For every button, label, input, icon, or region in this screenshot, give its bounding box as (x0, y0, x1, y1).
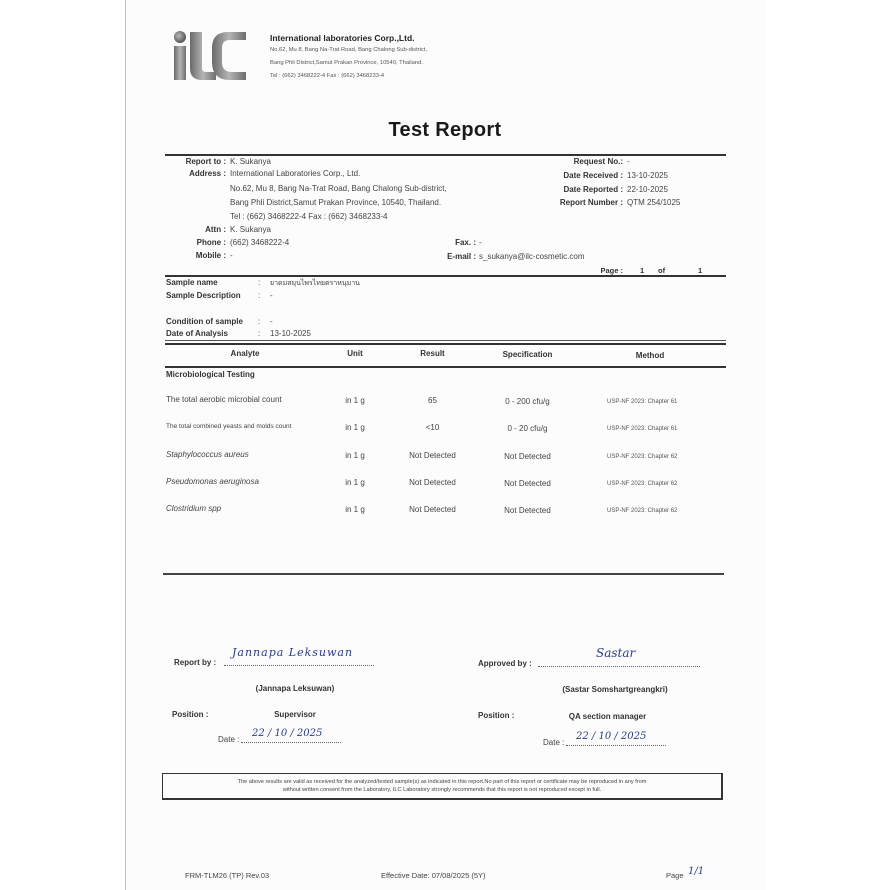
attn-label: Attn : (205, 225, 226, 234)
analyte-cell: The total aerobic microbial count (166, 395, 282, 404)
report-by-position-label: Position : (172, 710, 209, 719)
condition-value: - (270, 317, 273, 326)
sample-description-value: - (270, 291, 273, 300)
unit-cell: in 1 g (345, 423, 365, 432)
page-title: Test Report (388, 119, 502, 141)
approved-by-date-label: Date : (543, 738, 565, 747)
specification-cell: 0 - 20 cfu/g (507, 424, 548, 433)
disclaimer-box (162, 773, 723, 800)
date-reported-label: Date Reported : (563, 185, 623, 194)
method-cell: USP-NF 2023: Chapter 62 (607, 481, 678, 487)
analyte-cell: Staphylococcus aureus (166, 450, 249, 459)
company-address-line: No.62, Mu 8, Bang Na-Trat Road, Bang Chalong Sub-district, (270, 47, 428, 53)
phone-label: Phone : (196, 238, 226, 247)
address-line: International Laboratories Corp., Ltd. (230, 169, 361, 178)
disclaimer-line: without written consent from the Laboratory, ILC Laboratory strongly recommends that this report is not reproduced except in full. (282, 787, 602, 793)
sample-description-label: Sample Description (166, 291, 241, 300)
analyte-cell: Clostridium spp (166, 504, 222, 513)
report-by-name: (Jannapa Leksuwan) (255, 684, 335, 693)
company-name: International laboratories Corp.,Ltd. (270, 33, 415, 43)
approved-by-position: QA section manager (568, 712, 647, 721)
divider (165, 366, 726, 368)
report-to-value: K. Sukanya (230, 157, 271, 166)
sample-name-label: Sample name (166, 278, 218, 287)
date-line (566, 745, 666, 746)
analyte-cell: Pseudomonas aeruginosa (166, 477, 259, 486)
page-current: 1 (640, 266, 645, 275)
sample-name-value: ยาดมสมุนไพรไทยตราหนุมาน (270, 280, 360, 287)
result-cell: <10 (425, 423, 440, 432)
date-received-value: 13-10-2025 (627, 171, 668, 180)
report-number-label: Report Number : (559, 198, 623, 207)
date-line (241, 742, 341, 743)
divider (165, 343, 726, 345)
section-microbiological-testing: Microbiological Testing (166, 370, 255, 379)
result-cell: Not Detected (409, 478, 456, 487)
specification-cell: 0 - 200 cfu/g (505, 397, 550, 406)
company-address-line: Bang Phli District,Samut Prakan Province, 10540, Thailand. (270, 60, 423, 66)
page-of: of (658, 266, 666, 275)
email-label: E-mail : (447, 252, 476, 261)
column-header-method: Method (635, 351, 665, 360)
address-label: Address : (189, 169, 226, 178)
unit-cell: in 1 g (345, 396, 365, 405)
divider (165, 275, 726, 277)
footer-page-value: 1/1 (688, 866, 705, 877)
column-header-analyte: Analyte (230, 349, 260, 358)
approved-by-position-label: Position : (478, 711, 515, 720)
divider (165, 154, 726, 156)
approved-by-signature: Sastar (596, 646, 636, 660)
report-by-date: 22 / 10 / 2025 (252, 728, 323, 739)
date-of-analysis-sep: : (258, 329, 261, 338)
date-of-analysis-label: Date of Analysis (166, 329, 228, 338)
page-total: 1 (698, 266, 703, 275)
specification-cell: Not Detected (504, 452, 551, 461)
form-code: FRM-TLM26 (TP) Rev.03 (185, 871, 270, 880)
result-cell: Not Detected (409, 505, 456, 514)
request-no-value: - (627, 157, 630, 166)
condition-label: Condition of sample (166, 317, 243, 326)
company-contact-line: Tel : (662) 3468222-4 Fax : (662) 3468233-4 (270, 73, 385, 79)
address-line: No.62, Mu 8, Bang Na-Trat Road, Bang Chalong Sub-district, (230, 184, 447, 193)
date-of-analysis-value: 13-10-2025 (270, 329, 311, 338)
unit-cell: in 1 g (345, 505, 365, 514)
condition-sep: : (258, 317, 261, 326)
ilc-logo (172, 30, 250, 82)
report-by-signature: Jannapa Leksuwan (232, 646, 354, 659)
mobile-value: - (230, 251, 233, 260)
column-header-result: Result (420, 349, 445, 358)
result-cell: 65 (428, 396, 437, 405)
fax-value: - (479, 238, 482, 247)
column-header-specification: Specification (502, 350, 553, 359)
method-cell: USP-NF 2023: Chapter 62 (607, 508, 678, 514)
report-by-label: Report by : (174, 658, 217, 667)
attn-value: K. Sukanya (230, 225, 271, 234)
specification-cell: Not Detected (504, 506, 551, 515)
analyte-cell: The total combined yeasts and molds count (166, 423, 292, 430)
report-by-date-label: Date : (218, 735, 240, 744)
address-line: Tel : (662) 3468222-4 Fax : (662) 3468233-4 (230, 212, 388, 221)
approved-by-label: Approved by : (478, 659, 532, 668)
divider (165, 340, 726, 341)
address-line: Bang Phli District,Samut Prakan Province, 10540, Thailand. (230, 198, 442, 207)
unit-cell: in 1 g (345, 478, 365, 487)
date-received-label: Date Received : (563, 171, 623, 180)
date-reported-value: 22-10-2025 (627, 185, 668, 194)
phone-value: (662) 3468222-4 (230, 238, 290, 247)
result-cell: Not Detected (409, 451, 456, 460)
specification-cell: Not Detected (504, 479, 551, 488)
sample-description-sep: : (258, 291, 261, 300)
method-cell: USP-NF 2023: Chapter 61 (607, 426, 678, 432)
footer-page-label: Page (666, 871, 684, 880)
report-number-value: QTM 254/1025 (627, 198, 681, 207)
signature-line (538, 666, 700, 667)
sample-name-sep: : (258, 278, 261, 287)
fax-label: Fax. : (455, 238, 476, 247)
table-bottom-divider (163, 573, 724, 575)
method-cell: USP-NF 2023: Chapter 61 (607, 399, 678, 405)
page-label: Page : (600, 266, 623, 275)
request-no-label: Request No.: (573, 157, 623, 166)
mobile-label: Mobile : (195, 251, 226, 260)
method-cell: USP-NF 2023: Chapter 62 (607, 454, 678, 460)
unit-cell: in 1 g (345, 451, 365, 460)
email-value: s_sukanya@ilc-cosmetic.com (479, 252, 585, 261)
disclaimer-line: The above results are valid as received for the analyzed/tested sample(s) as indicated in this report.No part of this report or certificate may be reproduced in any from (237, 779, 647, 785)
column-header-unit: Unit (347, 349, 363, 358)
signature-line (224, 665, 374, 666)
report-to-label: Report to : (185, 157, 226, 166)
effective-date: Effective Date: 07/08/2025 (5Y) (381, 871, 486, 880)
approved-by-date: 22 / 10 / 2025 (576, 731, 647, 742)
report-by-position: Supervisor (274, 710, 316, 719)
approved-by-name: (Sastar Somshartgreangkri) (562, 685, 668, 694)
